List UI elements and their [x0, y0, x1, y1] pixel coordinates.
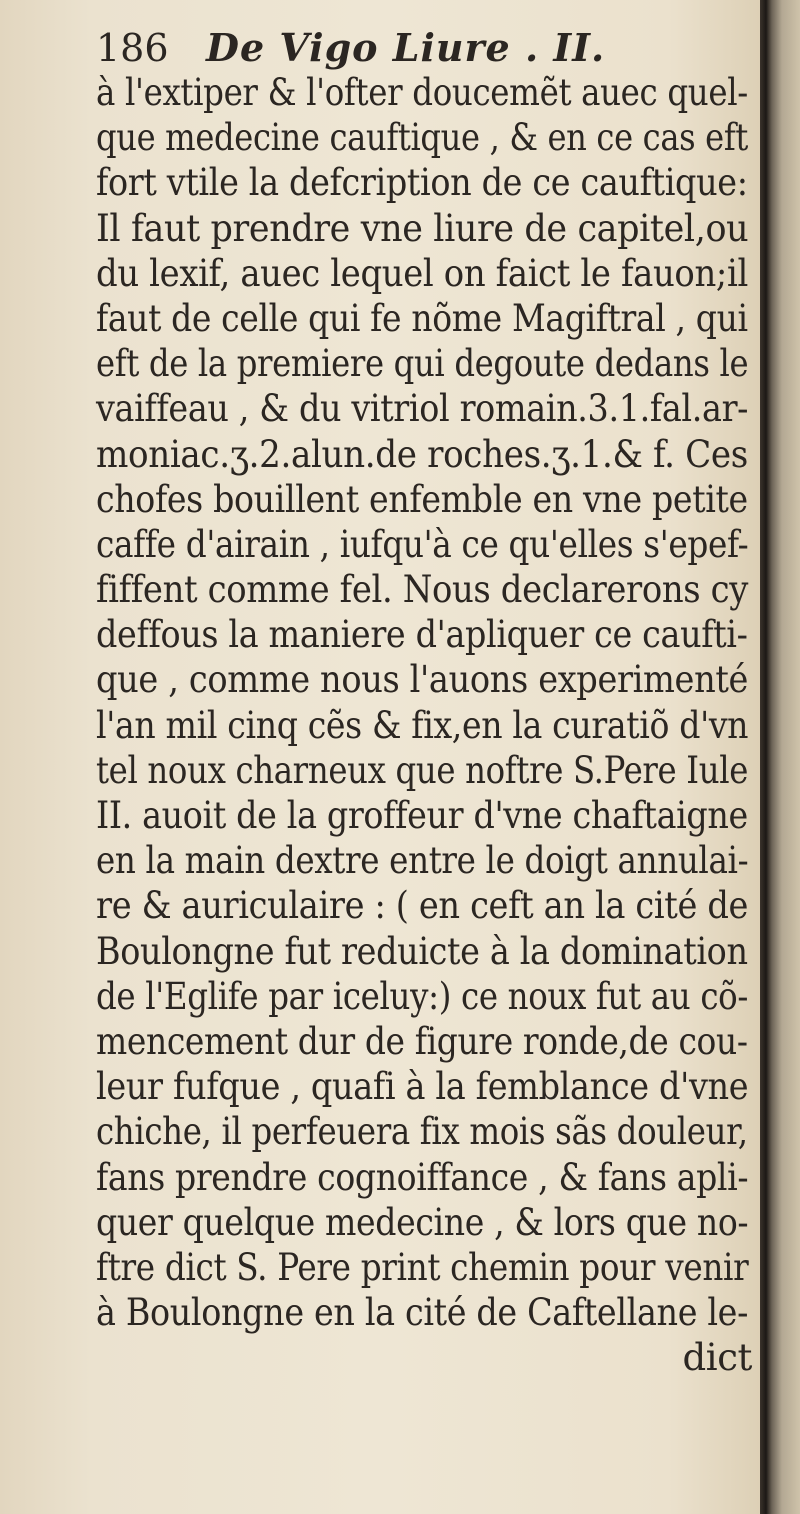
- text-line: quer quelque medecine , & lors que no-: [96, 1200, 749, 1244]
- text-line: fans prendre cognoiffance , & fans apli-: [96, 1155, 749, 1199]
- body-text: [96, 70, 760, 1380]
- text-line: leur fufque , quafi à la femblance d'vne: [96, 1065, 749, 1109]
- text-line: vaiffeau , & du vitriol romain.3.1.fal.ar-: [96, 387, 749, 431]
- text-line: fiffent comme fel. Nous declarerons cy: [96, 568, 748, 612]
- text-line: Il faut prendre vne liure de capitel,ou: [96, 206, 749, 250]
- text-line: mencement dur de figure ronde,de cou-: [96, 1019, 748, 1063]
- text-line: l'an mil cinq cẽs & fix,en la curatiõ d'vn: [96, 703, 749, 747]
- text-line: que , comme nous l'auons experimenté: [96, 658, 749, 702]
- text-line: tel noux charneux que noftre S.Pere Iule: [96, 748, 749, 792]
- text-line: de l'Eglife par iceluy:) ce noux fut au cõ-: [96, 974, 748, 1018]
- book-gutter-shadow: [760, 0, 800, 1514]
- text-line: chofes bouillent enfemble en vne petite: [96, 477, 748, 521]
- text-line: moniac.ʒ.2.alun.de roches.ʒ.1.& f. Ces: [96, 432, 748, 476]
- text-line: re & auriculaire : ( en ceft an la cité de: [96, 884, 749, 928]
- text-line: du lexif, auec lequel on faict le fauon;il: [96, 251, 748, 295]
- text-line: à l'extiper & l'ofter doucemẽt auec quel-: [96, 71, 748, 114]
- text-line: en la main dextre entre le doigt annulai-: [96, 839, 749, 883]
- text-line: fort vtile la defcription de ce cauftique:: [96, 161, 748, 205]
- running-head: De Vigo Liure . II.: [206, 25, 606, 70]
- catchword: dict: [682, 1336, 752, 1380]
- text-line: à Boulongne en la cité de Caftellane le-: [96, 1291, 749, 1335]
- text-line: ftre dict S. Pere print chemin pour venir: [96, 1245, 749, 1289]
- text-line: eft de la premiere qui degoute dedans le: [96, 342, 749, 386]
- page-header: [96, 22, 736, 74]
- page-number: 186: [96, 26, 169, 70]
- text-line: caffe d'airain , iufqu'à ce qu'elles s'epef-: [96, 522, 749, 566]
- text-line: que medecine cauftique , & en ce cas eft: [96, 116, 749, 160]
- text-line: faut de celle qui fe nõme Magiftral , qui: [96, 296, 748, 340]
- text-line: II. auoit de la groffeur d'vne chaftaigne: [96, 794, 748, 837]
- text-line: Boulongne fut reduicte à la domination: [96, 929, 748, 973]
- text-line: deffous la maniere d'apliquer ce caufti-: [96, 613, 748, 657]
- text-line: chiche, il perfeuera fix mois sãs douleur,: [96, 1110, 748, 1154]
